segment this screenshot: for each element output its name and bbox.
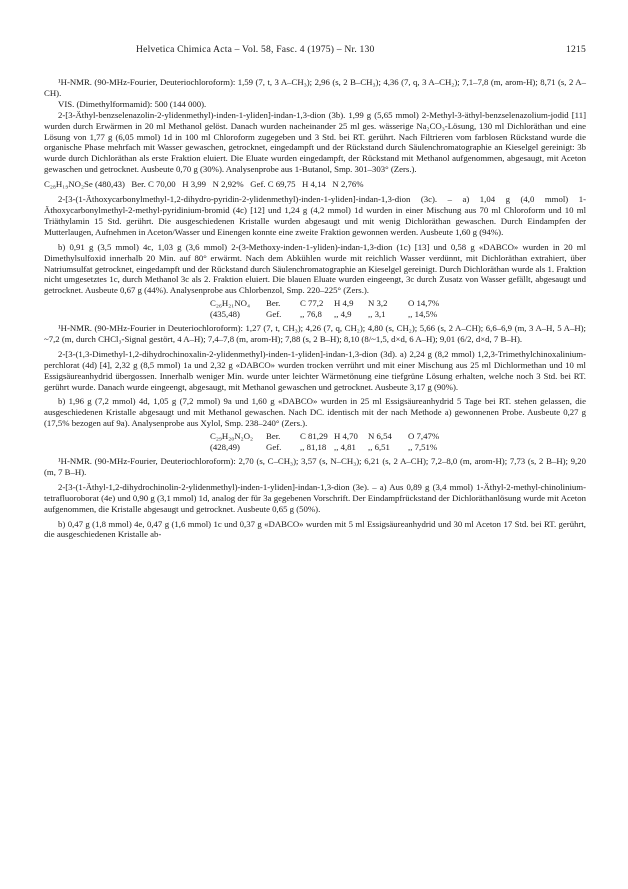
journal-page — [44, 44, 586, 540]
article-body — [44, 77, 586, 540]
procedure-3c-a: 2-[3-(1-Äthoxycarbonylmethyl-1,2-dihydro-pyridin-2-ylidenmethyl)-inden-1-yliden]-indan-1,3-dion (3c). – a) 1,04 g (4,0 mmol) 1-Äthoxycarbonylmethyl-2-methyl-pyridinium-bromid (4c) [12] und 1,24 g (4,2 mmol) 1d wurden in einer Mischung aus 70 ml Chloroform und 10 ml Triäthylamin 15 Std. gerührt. Die ausgeschiedenen Kristalle wurden abgesaugt und mit wenig Dichloräthan gewaschen. Durch Eindampfen der Mutterlaugen, Aufnehmen in Aceton/Wasser und Einengen konnte eine zweite Fraktion gewonnen werden. Ausbeute 1,60 g (94%). — [44, 194, 586, 237]
ber-label: Ber. — [266, 298, 281, 309]
procedure-3c-b: b) 0,91 g (3,5 mmol) 4c, 1,03 g (3,6 mmol) 2-(3-Methoxy-inden-1-yliden)-indan-1,3-dion (1c) [13] und 0,58 g «DABCO» wurden in 20 ml Dimethylsulfoxid innerhalb 20 Min. auf 80° erwärmt. Nach dem Abkühlen wurde mit reichlich Wasser verdünnt, mit Dichloräthan extrahiert, über Natriumsulfat getrocknet, eingedampft und der Rückstand durch Säulenchromatographie an Kieselgel gereinigt. Durch Dichloräthan wurde als 1. Fraktion nicht umgesetztes 1c, durch Methanol 3c als 2. Fraktion eluiert. Die blauen Eluate wurden eingeengt, 3c durch Zusatz von Wasser gefällt, abgesaugt und getrocknet. Ausbeute 0,67 g (44%). Analysenprobe aus Chlorbenzol, Smp. 220–225° (Zers.). — [44, 241, 586, 296]
formula-3c: C₂₆H₂₁NO₄ — [210, 298, 251, 309]
mw-3c: (435,48) — [210, 309, 240, 320]
ber-label: Ber. — [266, 431, 281, 442]
ber-n: N 6,54 — [368, 431, 392, 442]
nmr-3c: ¹H-NMR. (90-MHz-Fourier in Deuteriochloroform): 1,27 (7, t, CH₃); 4,26 (7, q, CH₂); 4,80 (s, CH₂); 5,66 (s, 2 A–CH); 6,6–6,9 (m, 3 A–H, 5 A–H); ~7,2 (m, durch CHCl₃-Signal gestört, 4 A–H); 7,4–7,8 (m, arom-H); 7,88 (s, 2 B–H); 8,10 (8/~1,5, d×d, 6 A–H); 9,01 (6/2, d×d, 7 B–H). — [44, 323, 586, 344]
procedure-3e-b: b) 0,47 g (1,8 mmol) 4e, 0,47 g (1,6 mmol) 1c und 0,37 g «DABCO» wurden mit 5 ml Essigsäureanhydrid und 30 ml Aceton 17 Std. bei RT. gerührt, die ausgeschiedenen Kristalle ab- — [44, 518, 586, 540]
gef-o: ,, 14,5% — [408, 309, 438, 320]
procedure-3e-a: 2-[3-(1-Äthyl-1,2-dihydrochinolin-2-ylidenmethyl)-inden-1-yliden]-indan-1,3-dion (3e). – a) Aus 0,89 g (3,4 mmol) 1-Äthyl-2-methyl-chinolinium-tetrafluoroborat (4e) und 0,90 g (3,1 mmol) 1d, analog der für 3a gegebenen Vorschrift. Der Eindampfrückstand der Dichloräthanlösung wurde mit Aceton aufgenommen, die Kristalle abgesaugt und getrocknet. Ausbeute 0,65 g (50%). — [44, 481, 586, 514]
vis-3a: VIS. (Dimethylformamid): 500 (144 000). — [58, 98, 207, 109]
running-title: Helvetica Chimica Acta – Vol. 58, Fasc. 4 (1975) – Nr. 130 — [136, 44, 375, 55]
nmr-3d: ¹H-NMR. (90-MHz-Fourier, Deuteriochloroform): 2,70 (s, C–CH₃); 3,57 (s, N–CH₃); 6,21 (s, 2 A–CH); 7,2–8,0 (m, arom-H); 7,73 (s, 2 B–H); 9,20 (m, 7 B–H). — [44, 456, 586, 477]
elemental-analysis-3c — [210, 298, 586, 320]
elemental-analysis-3b: C₂₈H₁₉NO₂Se (480,43) Ber. C 70,00 H 3,99 N 2,92% Gef. C 69,75 H 4,14 N 2,76% — [44, 179, 364, 190]
gef-n: ,, 3,1 — [368, 309, 386, 320]
gef-label: Gef. — [266, 442, 282, 453]
ber-c: C 81,29 — [300, 431, 328, 442]
gef-h: ,, 4,81 — [334, 442, 356, 453]
gef-h: ,, 4,9 — [334, 309, 352, 320]
formula-3d: C₂₉H₂₀N₂O₂ — [210, 431, 254, 442]
ber-o: O 14,7% — [408, 298, 440, 309]
procedure-3d-a: 2-[3-(1,3-Dimethyl-1,2-dihydrochinoxalin-2-ylidenmethyl)-inden-1-yliden]-indan-1,3-dion (3d). a) 2,24 g (8,2 mmol) 1,2,3-Trimethylchinoxalinium-perchlorat (4d) [4], 2,32 g (8,5 mmol) 1a und 2,32 g «DABCO» wurden trocken verrührt und mit einer Mischung aus 25 ml Dichlormethan und 10 ml Essigsäureanhydrid übergossen. Innerhalb weniger Min. wurde unter leichter Wärmetönung eine tiefgrüne Lösung erhalten, welche noch 3 Std. bei RT. gerührt wurde. Danach wurde eingeengt, abgesaugt, mit Methanol gewaschen und getrocknet. Ausbeute 3,17 g (90%). — [44, 348, 586, 392]
procedure-3b: 2-[3-Äthyl-benzselenazolin-2-ylidenmethyl)-inden-1-yliden]-indan-1,3-dion (3b). 1,99 g (5,65 mmol) 2-Methyl-3-äthyl-benzselenazolium-jodid [11] wurden durch Erwärmen in 20 ml Methanol gelöst. Danach wurden nacheinander 25 ml ges. wässerige Na₂CO₃-Lösung, 130 ml Dichloräthan und eine Lösung von 1,77 g (6,05 mmol) 1d in 100 ml Chloroform zugegeben und 3 Std. bei RT. gerührt. Nach Filtrieren vom farblosen Rückstand wurde die organische Phase mehrfach mit Wasser gewaschen, getrocknet, eingedampft und der Rückstand durch Säulenchromatographie an Kieselgel gereinigt: 3b wurde durch Dichloräthan als erste Fraktion eluiert. Die Eluate wurden eingedampft, der Rückstand mit Methanol aufgenommen, abgesaugt, mit Aceton gewaschen und getrocknet. Ausbeute 0,70 g (30%). Analysenprobe aus 1-Butanol, Smp. 301–303° (Zers.). — [44, 109, 586, 175]
running-header — [44, 44, 586, 60]
elemental-analysis-3d — [210, 431, 586, 453]
procedure-3d-b: b) 1,96 g (7,2 mmol) 4d, 1,05 g (7,2 mmol) 9a und 1,60 g «DABCO» wurden in 25 ml Essigsäureanhydrid 5 Tage bei RT. stehen gelassen, die ausgeschiedenen Kristalle abgesaugt und mit Methanol gewaschen. Nach DC. identisch mit der nach Methode a) gewonnenen Probe. Ausbeute 0,27 g (17,5% bezogen auf 9a). Analysenprobe aus Xylol, Smp. 238–240° (Zers.). — [44, 396, 586, 429]
ber-c: C 77,2 — [300, 298, 324, 309]
gef-c: ,, 81,18 — [300, 442, 327, 453]
ber-h: H 4,70 — [334, 431, 358, 442]
gef-c: ,, 76,8 — [300, 309, 322, 320]
page-number: 1215 — [566, 44, 586, 55]
nmr-3a: ¹H-NMR. (90-MHz-Fourier, Deuteriochloroform): 1,59 (7, t, 3 A–CH₃); 2,96 (s, 2 B–CH₃); 4,36 (7, q, 3 A–CH₂); 7,1–7,8 (m, arom-H); 8,71 (s, 2 A–CH). — [44, 77, 586, 98]
ber-h: H 4,9 — [334, 298, 354, 309]
ber-n: N 3,2 — [368, 298, 388, 309]
gef-n: ,, 6,51 — [368, 442, 390, 453]
mw-3d: (428,49) — [210, 442, 240, 453]
gef-label: Gef. — [266, 309, 282, 320]
ber-o: O 7,47% — [408, 431, 440, 442]
gef-o: ,, 7,51% — [408, 442, 438, 453]
